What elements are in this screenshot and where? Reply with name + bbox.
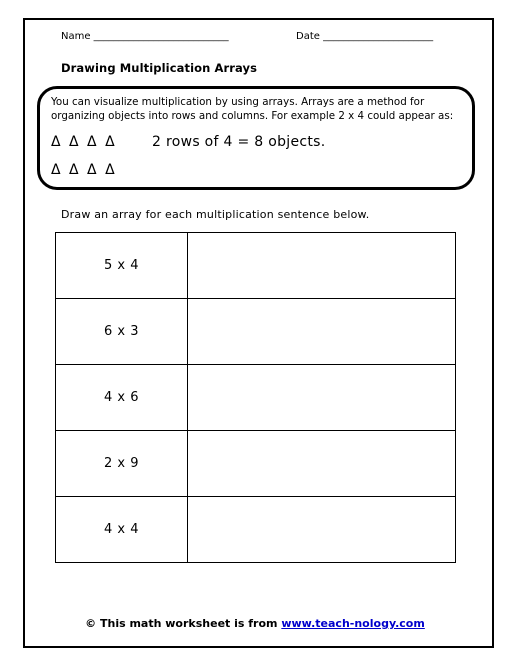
problem-row [56, 233, 456, 299]
problem-row [56, 365, 456, 431]
footer-text: © This math worksheet is from [85, 617, 282, 630]
answer-space [188, 299, 456, 365]
problem-label: 5 x 4 [56, 233, 188, 299]
problem-row [56, 431, 456, 497]
example-array-row-2: Δ Δ Δ Δ [51, 162, 117, 178]
problem-row [56, 299, 456, 365]
date-field: Date ______________________ [296, 31, 434, 42]
problem-label: 6 x 3 [56, 299, 188, 365]
footer-link[interactable]: www.teach-nology.com [281, 617, 425, 630]
problem-label: 4 x 6 [56, 365, 188, 431]
answer-space [188, 233, 456, 299]
instruction-text: Draw an array for each multiplication sentence below. [61, 208, 370, 221]
answer-space [188, 431, 456, 497]
footer [0, 617, 510, 630]
problem-label: 4 x 4 [56, 497, 188, 563]
problem-label: 2 x 9 [56, 431, 188, 497]
answer-space [188, 497, 456, 563]
info-paragraph: You can visualize multiplication by using arrays. Arrays are a method for organizing objects into rows and columns. For example 2 x 4 could appear as: [51, 96, 454, 122]
problem-row [56, 497, 456, 563]
example-result: 2 rows of 4 = 8 objects. [152, 134, 326, 150]
name-field: Name ___________________________ [61, 31, 229, 42]
answer-space [188, 365, 456, 431]
problems-table [55, 232, 456, 563]
worksheet-title: Drawing Multiplication Arrays [61, 61, 258, 75]
example-array-row-1: Δ Δ Δ Δ [51, 134, 117, 150]
